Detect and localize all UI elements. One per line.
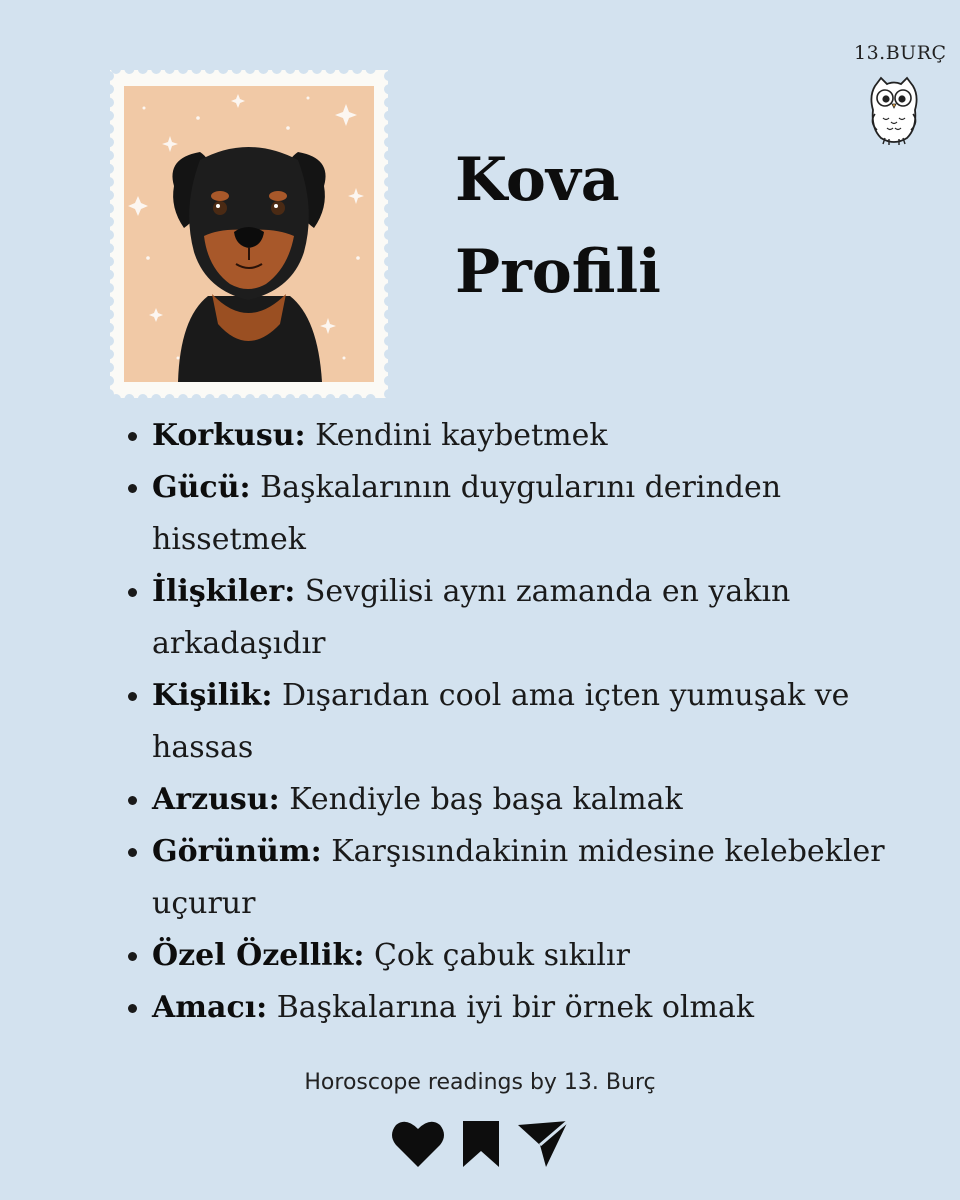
list-item: Özel Özellik: Çok çabuk sıkılır <box>122 930 902 982</box>
list-item: Amacı: Başkalarına iyi bir örnek olmak <box>122 982 902 1034</box>
page-title <box>455 134 661 318</box>
owl-icon <box>867 74 921 146</box>
trait-label: Kişilik <box>152 678 262 713</box>
trait-value: Başkalarına iyi bir örnek olmak <box>276 990 755 1025</box>
action-bar <box>390 1120 570 1172</box>
send-icon[interactable] <box>516 1119 570 1173</box>
trait-label: İlişkiler <box>152 574 285 609</box>
list-item: Arzusu: Kendiyle baş başa kalmak <box>122 774 902 826</box>
list-item: İlişkiler: Sevgilisi aynı zamanda en yakın arkadaşıdır <box>122 566 902 670</box>
trait-value: Kendini kaybetmek <box>315 418 608 453</box>
list-item: Görünüm: Karşısındakinin midesine kelebekler uçurur <box>122 826 902 930</box>
trait-label: Amacı <box>152 990 257 1025</box>
trait-label: Arzusu <box>152 782 269 817</box>
bookmark-icon[interactable] <box>461 1119 501 1173</box>
list-item: Kişilik: Dışarıdan cool ama içten yumuşak ve hassas <box>122 670 902 774</box>
traits-list <box>122 410 902 1034</box>
trait-value: Sevgilisi aynı zamanda en yakın arkadaşıdır <box>152 574 791 661</box>
trait-value: Karşısındakinin midesine kelebekler uçurur <box>152 834 885 921</box>
trait-label: Görünüm <box>152 834 311 869</box>
trait-label: Gücü <box>152 470 240 505</box>
brand-logo <box>854 42 947 146</box>
trait-label: Özel Özellik <box>152 938 354 973</box>
trait-value: Kendiyle baş başa kalmak <box>289 782 683 817</box>
trait-value: Başkalarının duygularını derinden hissetmek <box>152 470 782 557</box>
title-line-2: Profili <box>455 237 661 307</box>
trait-value: Çok çabuk sıkılır <box>373 938 630 973</box>
footer-credit: Horoscope readings by 13. Burç <box>304 1070 656 1095</box>
rottweiler-stamp-illustration <box>108 68 390 400</box>
brand-name: 13.BURÇ <box>854 42 947 64</box>
trait-value: Dışarıdan cool ama içten yumuşak ve hassas <box>152 678 850 765</box>
list-item: Gücü: Başkalarının duygularını derinden hissetmek <box>122 462 902 566</box>
list-item: Korkusu: Kendini kaybetmek <box>122 410 902 462</box>
heart-icon[interactable] <box>390 1119 446 1173</box>
trait-label: Korkusu <box>152 418 295 453</box>
title-line-1: Kova <box>455 145 620 215</box>
